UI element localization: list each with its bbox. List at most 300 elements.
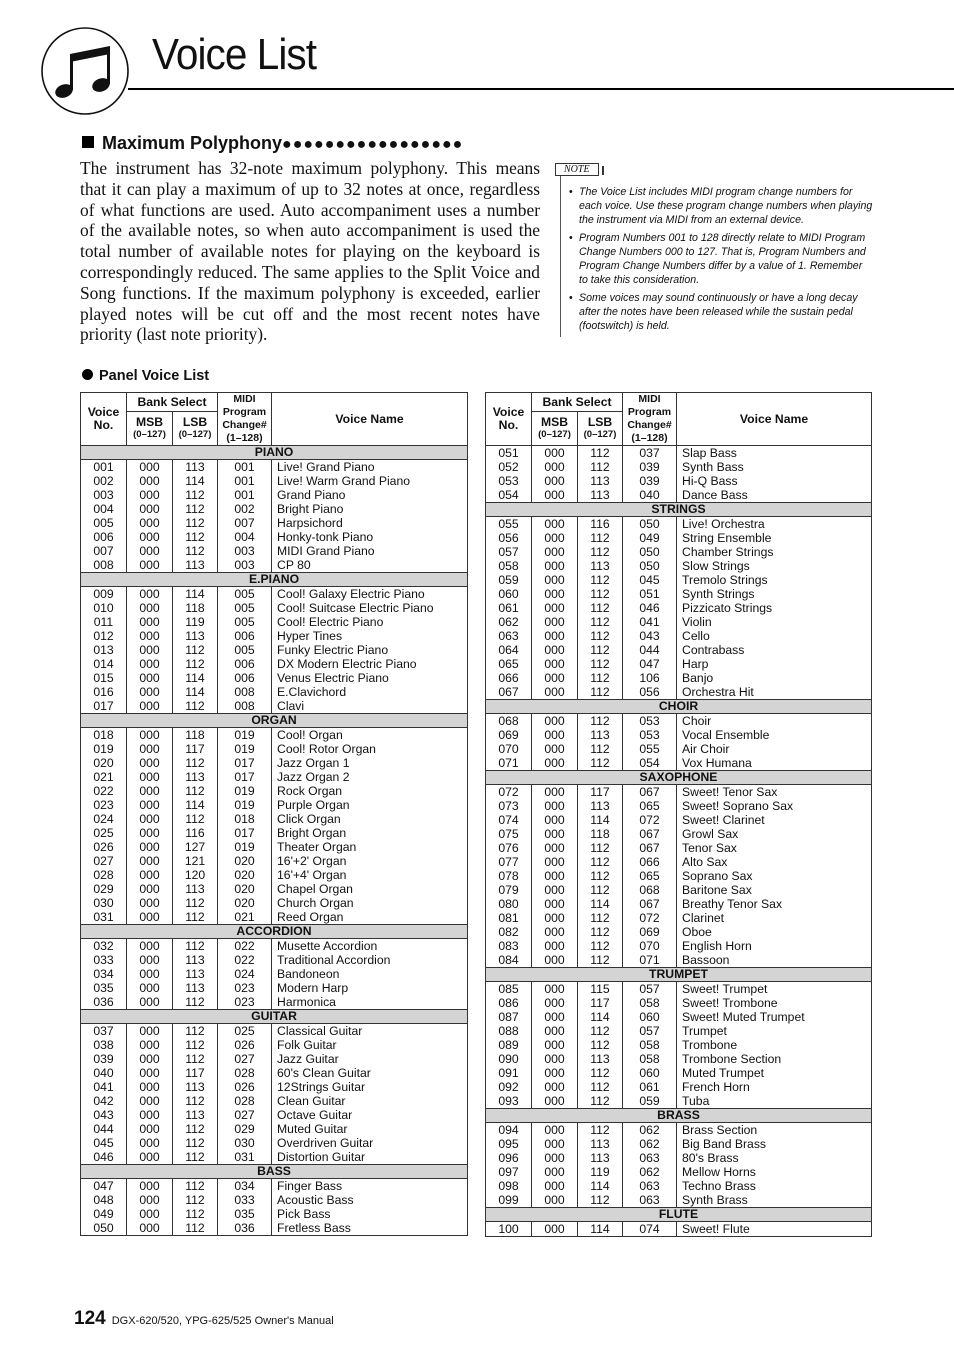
lsb-value: 112 (173, 488, 218, 502)
voice-name: Bassoon (677, 953, 872, 968)
msb-value: 000 (127, 1179, 173, 1194)
voice-row (486, 813, 872, 827)
voice-name: Pick Bass (272, 1207, 468, 1221)
program-change: 023 (218, 995, 272, 1010)
program-change: 060 (623, 1010, 677, 1024)
voice-row (486, 1179, 872, 1193)
voice-number: 090 (486, 1052, 532, 1066)
voice-number: 052 (486, 460, 532, 474)
voice-number: 038 (81, 1038, 127, 1052)
lsb-value: 112 (578, 869, 623, 883)
program-change: 063 (623, 1151, 677, 1165)
voice-row (486, 1094, 872, 1109)
category-label: PIANO (81, 446, 468, 460)
msb-value: 000 (127, 742, 173, 756)
voice-number: 024 (81, 812, 127, 826)
program-change: 030 (218, 1136, 272, 1150)
voice-name: Growl Sax (677, 827, 872, 841)
voice-name: Jazz Organ 1 (272, 756, 468, 770)
lsb-value: 114 (173, 671, 218, 685)
program-change: 058 (623, 996, 677, 1010)
program-change: 041 (623, 615, 677, 629)
msb-value: 000 (532, 573, 578, 587)
program-change: 062 (623, 1123, 677, 1138)
voice-row (486, 799, 872, 813)
voice-name: Synth Brass (677, 1193, 872, 1208)
lsb-value: 127 (173, 840, 218, 854)
program-change: 039 (623, 460, 677, 474)
program-change: 019 (218, 728, 272, 743)
voice-row (81, 558, 468, 573)
msb-value: 000 (532, 996, 578, 1010)
program-change: 021 (218, 910, 272, 925)
program-change: 019 (218, 798, 272, 812)
voice-number: 085 (486, 982, 532, 997)
program-change: 027 (218, 1108, 272, 1122)
voice-name: Choir (677, 714, 872, 729)
msb-value: 000 (532, 1151, 578, 1165)
program-change: 074 (623, 1222, 677, 1237)
voice-number: 093 (486, 1094, 532, 1109)
voice-name: Bright Organ (272, 826, 468, 840)
voice-number: 032 (81, 939, 127, 954)
voice-row (486, 883, 872, 897)
program-change: 035 (218, 1207, 272, 1221)
lsb-value: 116 (578, 517, 623, 532)
panel-voice-list-heading (82, 368, 209, 384)
voice-name: Modern Harp (272, 981, 468, 995)
voice-name: Grand Piano (272, 488, 468, 502)
msb-value: 000 (532, 939, 578, 953)
category-label: FLUTE (486, 1208, 872, 1222)
voice-name: Techno Brass (677, 1179, 872, 1193)
program-change: 049 (623, 531, 677, 545)
voice-name: 16'+4' Organ (272, 868, 468, 882)
voice-number: 039 (81, 1052, 127, 1066)
msb-value: 000 (532, 601, 578, 615)
lsb-value: 113 (173, 460, 218, 475)
lsb-value: 112 (578, 629, 623, 643)
voice-number: 007 (81, 544, 127, 558)
voice-row (81, 1080, 468, 1094)
lsb-value: 114 (173, 474, 218, 488)
voice-row (81, 1052, 468, 1066)
msb-value: 000 (532, 1052, 578, 1066)
voice-row (486, 1038, 872, 1052)
midi-label: MIDI (233, 393, 256, 405)
voice-number: 088 (486, 1024, 532, 1038)
voice-number: 089 (486, 1038, 532, 1052)
col-midi-program (623, 393, 677, 446)
voice-row (81, 488, 468, 502)
lsb-label: LSB (587, 415, 613, 430)
msb-value: 000 (127, 544, 173, 558)
lsb-value: 112 (578, 953, 623, 968)
msb-value: 000 (532, 643, 578, 657)
lsb-value: 120 (173, 868, 218, 882)
voice-number: 062 (486, 615, 532, 629)
msb-value: 000 (127, 812, 173, 826)
msb-value: 000 (532, 897, 578, 911)
program-label: Program (627, 406, 672, 418)
voice-row (81, 728, 468, 743)
voice-row (486, 869, 872, 883)
program-change: 008 (218, 685, 272, 699)
midi-label: MIDI (638, 393, 661, 405)
voice-row (486, 827, 872, 841)
lsb-value: 118 (173, 601, 218, 615)
circle-bullet-icon (82, 369, 93, 380)
voice-number: 100 (486, 1222, 532, 1237)
program-change: 063 (623, 1179, 677, 1193)
msb-value: 000 (532, 813, 578, 827)
msb-value: 000 (532, 587, 578, 601)
program-change: 040 (623, 488, 677, 503)
voice-name: English Horn (677, 939, 872, 953)
voice-name: Sweet! Soprano Sax (677, 799, 872, 813)
category-label: STRINGS (486, 503, 872, 517)
program-change: 066 (623, 855, 677, 869)
category-label: CHOIR (486, 700, 872, 714)
lsb-value: 112 (578, 545, 623, 559)
voice-name: Cool! Suitcase Electric Piano (272, 601, 468, 615)
voice-name: Trombone (677, 1038, 872, 1052)
voice-row (486, 559, 872, 573)
lsb-value: 112 (173, 643, 218, 657)
voice-name: Big Band Brass (677, 1137, 872, 1151)
lsb-value: 112 (578, 531, 623, 545)
program-change: 006 (218, 629, 272, 643)
voice-number: 061 (486, 601, 532, 615)
msb-value: 000 (532, 488, 578, 503)
voice-name: DX Modern Electric Piano (272, 657, 468, 671)
program-range: (1–128) (631, 432, 668, 444)
lsb-value: 113 (173, 967, 218, 981)
category-label: E.PIANO (81, 573, 468, 587)
voice-name: Hyper Tines (272, 629, 468, 643)
voice-row (81, 474, 468, 488)
voice-name: Sweet! Flute (677, 1222, 872, 1237)
voice-row (81, 1221, 468, 1236)
voice-name: Slow Strings (677, 559, 872, 573)
msb-value: 000 (127, 854, 173, 868)
category-row (81, 573, 468, 587)
voice-name: Clarinet (677, 911, 872, 925)
voice-number: 013 (81, 643, 127, 657)
voice-row (81, 657, 468, 671)
voice-name: Reed Organ (272, 910, 468, 925)
msb-value: 000 (127, 502, 173, 516)
lsb-value: 113 (578, 799, 623, 813)
msb-value: 000 (127, 657, 173, 671)
voice-row (81, 516, 468, 530)
msb-value: 000 (532, 1123, 578, 1138)
lsb-value: 112 (578, 615, 623, 629)
voice-name: Air Choir (677, 742, 872, 756)
msb-value: 000 (127, 488, 173, 502)
voice-row (486, 1123, 872, 1138)
lsb-value: 112 (173, 516, 218, 530)
lsb-value: 119 (578, 1165, 623, 1179)
lsb-value: 112 (578, 685, 623, 700)
note-tag: NOTE (555, 163, 599, 176)
col-bank-select: Bank Select (127, 393, 218, 412)
msb-value: 000 (127, 601, 173, 615)
voice-name: Chamber Strings (677, 545, 872, 559)
voice-row (486, 1193, 872, 1208)
program-change: 005 (218, 615, 272, 629)
voice-number: 045 (81, 1136, 127, 1150)
program-change: 026 (218, 1080, 272, 1094)
category-row (486, 1208, 872, 1222)
voice-name: Tuba (677, 1094, 872, 1109)
voice-number: 067 (486, 685, 532, 700)
voice-row (486, 785, 872, 800)
voice-row (486, 841, 872, 855)
msb-value: 000 (127, 1150, 173, 1165)
program-change: 007 (218, 516, 272, 530)
program-change: 065 (623, 869, 677, 883)
voice-row (81, 1038, 468, 1052)
program-change: 020 (218, 868, 272, 882)
voice-number: 036 (81, 995, 127, 1010)
lsb-value: 113 (173, 981, 218, 995)
voice-row (486, 996, 872, 1010)
msb-value: 000 (127, 826, 173, 840)
lsb-value: 112 (173, 1207, 218, 1221)
voice-row (486, 855, 872, 869)
program-change: 072 (623, 911, 677, 925)
voice-row (81, 1179, 468, 1194)
voice-number: 015 (81, 671, 127, 685)
program-change: 061 (623, 1080, 677, 1094)
voice-number: 091 (486, 1066, 532, 1080)
lsb-value: 112 (578, 939, 623, 953)
msb-value: 000 (127, 868, 173, 882)
voice-row (81, 1207, 468, 1221)
voice-number: 034 (81, 967, 127, 981)
voice-name: Jazz Guitar (272, 1052, 468, 1066)
lsb-value: 113 (578, 1151, 623, 1165)
voice-name: Trumpet (677, 1024, 872, 1038)
program-change: 044 (623, 643, 677, 657)
voice-number: 073 (486, 799, 532, 813)
program-change: 067 (623, 897, 677, 911)
voice-name: Sweet! Trombone (677, 996, 872, 1010)
voice-number: 079 (486, 883, 532, 897)
program-change: 071 (623, 953, 677, 968)
page-title: Voice List (152, 30, 317, 79)
msb-value: 000 (127, 474, 173, 488)
voice-number: 010 (81, 601, 127, 615)
voice-row (486, 925, 872, 939)
voice-number: 030 (81, 896, 127, 910)
voice-number: 023 (81, 798, 127, 812)
voice-number: 048 (81, 1193, 127, 1207)
voice-table-right (485, 392, 872, 1237)
voice-name: 12Strings Guitar (272, 1080, 468, 1094)
program-change: 017 (218, 770, 272, 784)
heading-dots: ●●●●●●●●●●●●●●●●● (282, 136, 464, 153)
voice-number: 070 (486, 742, 532, 756)
voice-number: 069 (486, 728, 532, 742)
msb-value: 000 (127, 629, 173, 643)
voice-name: 60's Clean Guitar (272, 1066, 468, 1080)
lsb-value: 112 (578, 883, 623, 897)
lsb-value: 112 (578, 601, 623, 615)
voice-row (486, 1151, 872, 1165)
voice-row (486, 939, 872, 953)
lsb-value: 112 (578, 1193, 623, 1208)
msb-value: 000 (532, 1094, 578, 1109)
voice-row (486, 488, 872, 503)
voice-name: String Ensemble (677, 531, 872, 545)
voice-number: 098 (486, 1179, 532, 1193)
voice-name: Sweet! Trumpet (677, 982, 872, 997)
category-row (81, 1010, 468, 1024)
program-change: 001 (218, 474, 272, 488)
msb-value: 000 (532, 869, 578, 883)
lsb-label: LSB (182, 415, 208, 430)
category-row (81, 446, 468, 460)
voice-number: 004 (81, 502, 127, 516)
msb-range: (0–127) (133, 429, 166, 441)
voice-name: Tenor Sax (677, 841, 872, 855)
col-bank-select: Bank Select (532, 393, 623, 412)
program-change: 063 (623, 1193, 677, 1208)
category-row (486, 1109, 872, 1123)
program-change: 039 (623, 474, 677, 488)
msb-value: 000 (532, 1179, 578, 1193)
voice-name: 80's Brass (677, 1151, 872, 1165)
lsb-value: 113 (578, 488, 623, 503)
voice-row (486, 953, 872, 968)
voice-name: 16'+2' Organ (272, 854, 468, 868)
voice-name: Click Organ (272, 812, 468, 826)
voice-number: 014 (81, 657, 127, 671)
voice-number: 065 (486, 657, 532, 671)
program-change: 067 (623, 827, 677, 841)
msb-value: 000 (532, 953, 578, 968)
category-label: BRASS (486, 1109, 872, 1123)
voice-name: Vocal Ensemble (677, 728, 872, 742)
voice-name: Live! Grand Piano (272, 460, 468, 475)
msb-value: 000 (127, 1038, 173, 1052)
msb-value: 000 (127, 981, 173, 995)
msb-value: 000 (127, 953, 173, 967)
voice-row (486, 1137, 872, 1151)
voice-row (81, 756, 468, 770)
lsb-value: 112 (173, 530, 218, 544)
voice-name: Synth Strings (677, 587, 872, 601)
voice-name: Bright Piano (272, 502, 468, 516)
lsb-value: 112 (173, 1193, 218, 1207)
voice-name: Jazz Organ 2 (272, 770, 468, 784)
lsb-value: 117 (578, 785, 623, 800)
msb-value: 000 (127, 798, 173, 812)
voice-row (81, 685, 468, 699)
voice-number: 008 (81, 558, 127, 573)
lsb-value: 112 (173, 995, 218, 1010)
note-item: • Program Numbers 001 to 128 directly relate to MIDI Program Change Numbers 000 to 127. That is, Program Numbers and Program Change Numbers differ by a value of 1. Remember to take this consideration. (567, 231, 873, 287)
voice-number: 058 (486, 559, 532, 573)
voice-name: Clean Guitar (272, 1094, 468, 1108)
msb-value: 000 (127, 910, 173, 925)
voice-number: 043 (81, 1108, 127, 1122)
msb-value: 000 (127, 882, 173, 896)
voice-number: 063 (486, 629, 532, 643)
msb-range: (0–127) (538, 429, 571, 441)
lsb-value: 112 (173, 910, 218, 925)
voice-row (81, 615, 468, 629)
lsb-value: 112 (578, 855, 623, 869)
voice-name: Live! Orchestra (677, 517, 872, 532)
voice-name: Brass Section (677, 1123, 872, 1138)
category-row (81, 1165, 468, 1179)
msb-value: 000 (532, 1137, 578, 1151)
lsb-range: (0–127) (178, 429, 212, 441)
col-msb (532, 412, 578, 446)
lsb-value: 112 (173, 1038, 218, 1052)
program-change: 059 (623, 1094, 677, 1109)
col-voice-name: Voice Name (272, 393, 468, 446)
msb-value: 000 (532, 855, 578, 869)
lsb-value: 112 (173, 812, 218, 826)
voice-name: Synth Bass (677, 460, 872, 474)
voice-name: Chapel Organ (272, 882, 468, 896)
category-row (486, 503, 872, 517)
voice-row (486, 1165, 872, 1179)
msb-value: 000 (127, 558, 173, 573)
voice-name: Baritone Sax (677, 883, 872, 897)
voice-row (81, 1108, 468, 1122)
msb-value: 000 (532, 742, 578, 756)
voice-name: Muted Trumpet (677, 1066, 872, 1080)
lsb-value: 112 (578, 1066, 623, 1080)
voice-number: 001 (81, 460, 127, 475)
lsb-value: 112 (173, 657, 218, 671)
col-voice-no: Voice No. (81, 393, 127, 446)
msb-value: 000 (532, 714, 578, 729)
program-change: 017 (218, 826, 272, 840)
lsb-value: 112 (578, 460, 623, 474)
voice-number: 081 (486, 911, 532, 925)
voice-number: 041 (81, 1080, 127, 1094)
polyphony-heading-text: Maximum Polyphony (102, 133, 283, 153)
voice-row (486, 728, 872, 742)
manual-title: DGX-620/520, YPG-625/525 Owner's Manual (111, 1315, 334, 1327)
voice-number: 053 (486, 474, 532, 488)
voice-name: Harp (677, 657, 872, 671)
voice-name: Fretless Bass (272, 1221, 468, 1236)
page-footer (74, 1308, 334, 1330)
msb-value: 000 (127, 643, 173, 657)
voice-row (486, 742, 872, 756)
msb-value: 000 (127, 1122, 173, 1136)
msb-value: 000 (127, 699, 173, 714)
lsb-value: 114 (578, 897, 623, 911)
category-label: GUITAR (81, 1010, 468, 1024)
voice-row (81, 939, 468, 954)
category-row (486, 771, 872, 785)
program-change: 055 (623, 742, 677, 756)
music-note-icon (40, 26, 130, 116)
voice-name: Church Organ (272, 896, 468, 910)
category-label: BASS (81, 1165, 468, 1179)
msb-value: 000 (532, 559, 578, 573)
voice-name: Bandoneon (272, 967, 468, 981)
voice-name: CP 80 (272, 558, 468, 573)
